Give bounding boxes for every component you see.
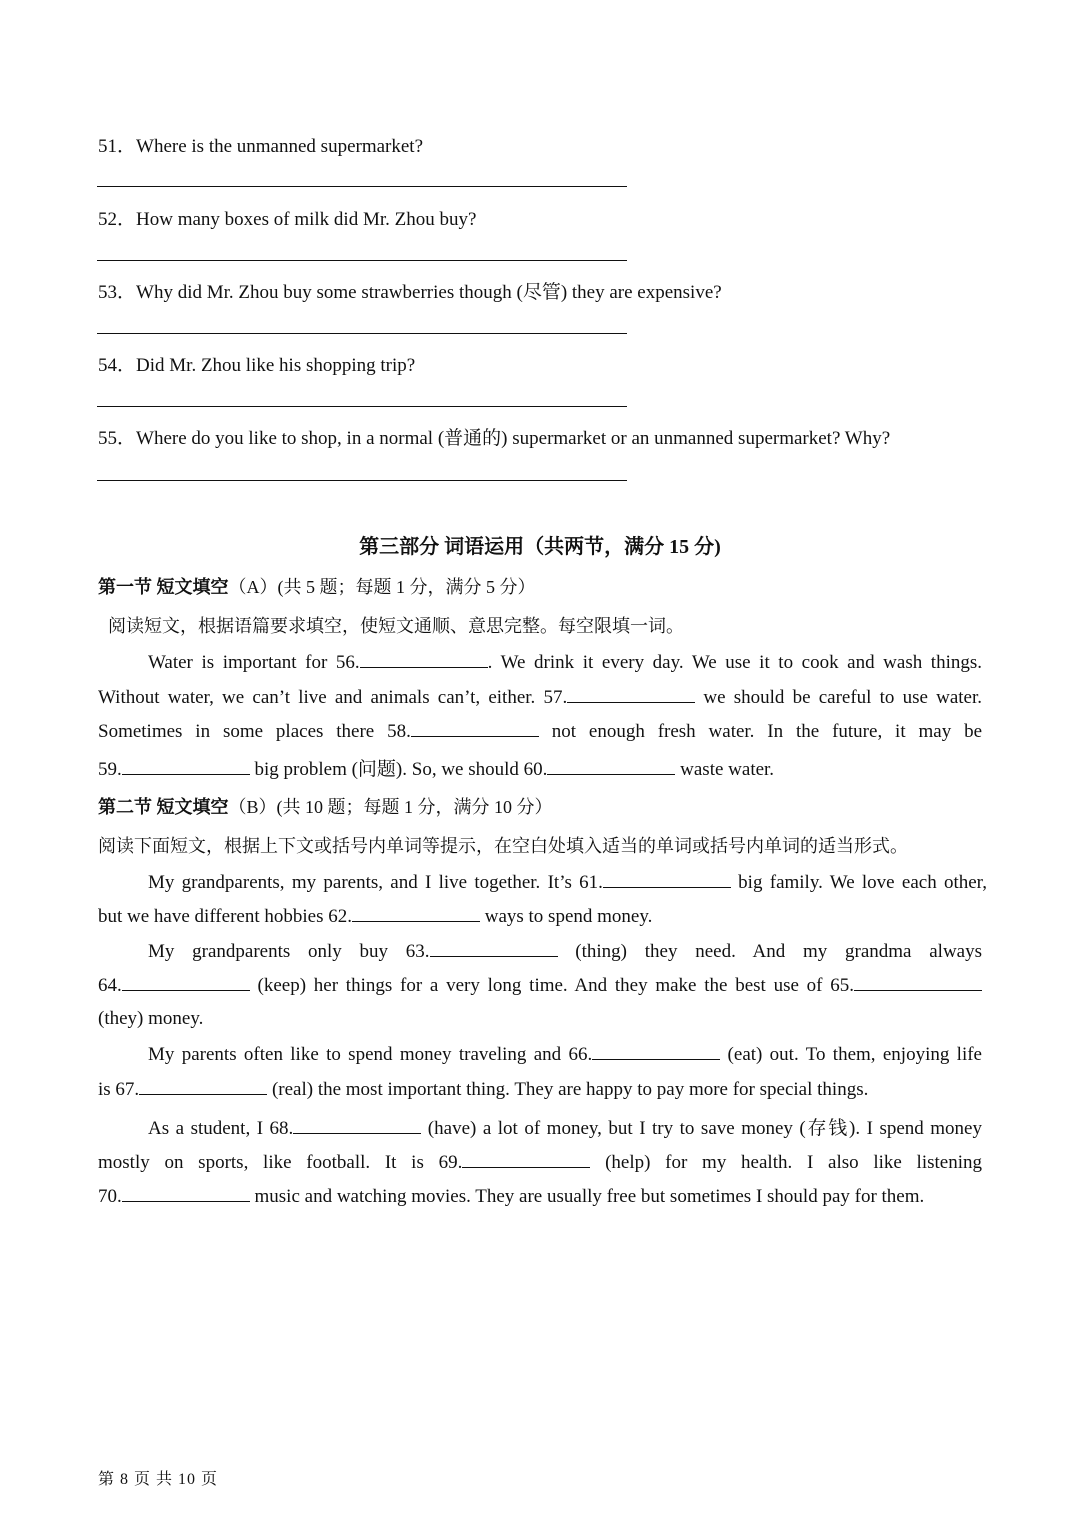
passage-b-line [148, 939, 982, 963]
blank-70[interactable] [122, 1184, 250, 1202]
question-number: 52． [98, 209, 137, 230]
passage-b-line [98, 973, 982, 997]
text-segment: My grandparents only buy 63. [148, 941, 430, 962]
section-a-instruction: 阅读短文，根据语篇要求填空，使短文通顺、意思完整。每空限填一词。 [108, 616, 684, 636]
text-segment: big problem (问题). So, we should 60. [249, 759, 548, 780]
text-segment: (they) money. [98, 1008, 204, 1029]
text-segment: ways to spend money. [479, 906, 653, 927]
text-segment: Water is important for 56. [148, 652, 360, 673]
text-segment: . We drink it every day. We use it to cook and wash things. [487, 652, 982, 673]
passage-a-line [148, 650, 982, 674]
text-segment: Sometimes in some places there 58. [98, 721, 411, 742]
part-title: 第三部分 词语运用（共两节，满分 15 分) [359, 536, 721, 558]
question-53 [98, 277, 722, 304]
question-54 [98, 350, 415, 377]
answer-line-51[interactable] [97, 186, 627, 187]
question-number: 55． [98, 428, 137, 449]
passage-b-line [98, 1077, 982, 1101]
section-heading-detail: （A）(共 5 题；每题 1 分，满分 5 分） [228, 577, 536, 597]
answer-line-55[interactable] [97, 480, 627, 481]
blank-61[interactable] [603, 870, 731, 888]
section-heading-detail: （B）(共 10 题；每题 1 分，满分 10 分） [228, 797, 553, 817]
passage-b-line [98, 904, 982, 928]
text-segment: My grandparents, my parents, and I live together. It’s 61. [148, 872, 603, 893]
passage-b-line [98, 1150, 982, 1174]
blank-56[interactable] [360, 650, 488, 668]
text-segment: (have) a lot of money, but I try to save money (存钱). I spend money [421, 1118, 982, 1139]
text-segment: not enough fresh water. In the future, it may be [538, 721, 982, 742]
passage-b-line [148, 870, 987, 894]
answer-line-53[interactable] [97, 333, 627, 334]
text-segment: My parents often like to spend money traveling and 66. [148, 1044, 593, 1065]
passage-a-line [98, 754, 982, 781]
blank-67[interactable] [139, 1077, 267, 1095]
blank-62[interactable] [352, 904, 480, 922]
text-segment: waste water. [675, 759, 775, 780]
page-footer: 第 8 页 共 10 页 [98, 1471, 219, 1488]
text-segment: but we have different hobbies 62. [98, 906, 352, 927]
section-heading-label: 第一节 短文填空 [98, 577, 229, 597]
answer-line-52[interactable] [97, 260, 627, 261]
question-text: How many boxes of milk did Mr. Zhou buy? [136, 209, 477, 230]
blank-66[interactable] [592, 1042, 720, 1060]
question-text: Why did Mr. Zhou buy some strawberries though (尽管) they are expensive? [136, 282, 722, 303]
text-segment: Without water, we can’t live and animals can’t, either. 57. [98, 687, 568, 708]
question-number: 51． [98, 136, 137, 157]
question-text: Where do you like to shop, in a normal (普通的) supermarket or an unmanned supermarket? Why? [136, 428, 891, 449]
passage-b-line [98, 1184, 982, 1208]
blank-63[interactable] [430, 939, 558, 957]
blank-64[interactable] [122, 973, 250, 991]
blank-60[interactable] [547, 757, 675, 775]
question-text: Where is the unmanned supermarket? [136, 136, 424, 157]
question-number: 53． [98, 282, 137, 303]
text-segment: 59. [98, 759, 122, 780]
text-segment: 64. [98, 975, 122, 996]
passage-a-line [98, 685, 982, 709]
question-text: Did Mr. Zhou like his shopping trip? [136, 355, 416, 376]
text-segment: is 67. [98, 1079, 140, 1100]
passage-b-line [148, 1042, 982, 1066]
blank-69[interactable] [462, 1150, 590, 1168]
blank-58[interactable] [411, 719, 539, 737]
passage-a-line [98, 719, 982, 743]
question-55 [98, 423, 890, 450]
blank-68[interactable] [293, 1116, 421, 1134]
text-segment: music and watching movies. They are usually free but sometimes I should pay for them. [249, 1186, 925, 1207]
blank-57[interactable] [567, 685, 695, 703]
question-52 [98, 204, 476, 231]
blank-65[interactable] [854, 973, 982, 991]
text-segment: (real) the most important thing. They are happy to pay more for special things. [267, 1079, 869, 1100]
section-b-heading [98, 793, 553, 819]
question-51 [98, 131, 423, 158]
text-segment: (eat) out. To them, enjoying life [720, 1044, 982, 1065]
text-segment: (keep) her things for a very long time. And they make the best use of 65. [249, 975, 854, 996]
section-b-instruction: 阅读下面短文，根据上下文或括号内单词等提示，在空白处填入适当的单词或括号内单词的适当形式。 [98, 836, 908, 856]
section-heading-label: 第二节 短文填空 [98, 797, 229, 817]
passage-b-line [148, 1113, 982, 1140]
text-segment: big family. We love each other, [730, 872, 988, 893]
section-a-heading [98, 573, 536, 599]
text-segment: (help) for my health. I also like listening [590, 1152, 982, 1173]
text-segment: mostly on sports, like football. It is 69. [98, 1152, 463, 1173]
passage-b-line [98, 1008, 982, 1030]
answer-line-54[interactable] [97, 406, 627, 407]
question-number: 54． [98, 355, 137, 376]
text-segment: (thing) they need. And my grandma always [557, 941, 982, 962]
blank-59[interactable] [122, 757, 250, 775]
text-segment: As a student, I 68. [148, 1118, 294, 1139]
text-segment: 70. [98, 1186, 122, 1207]
text-segment: we should be careful to use water. [695, 687, 983, 708]
